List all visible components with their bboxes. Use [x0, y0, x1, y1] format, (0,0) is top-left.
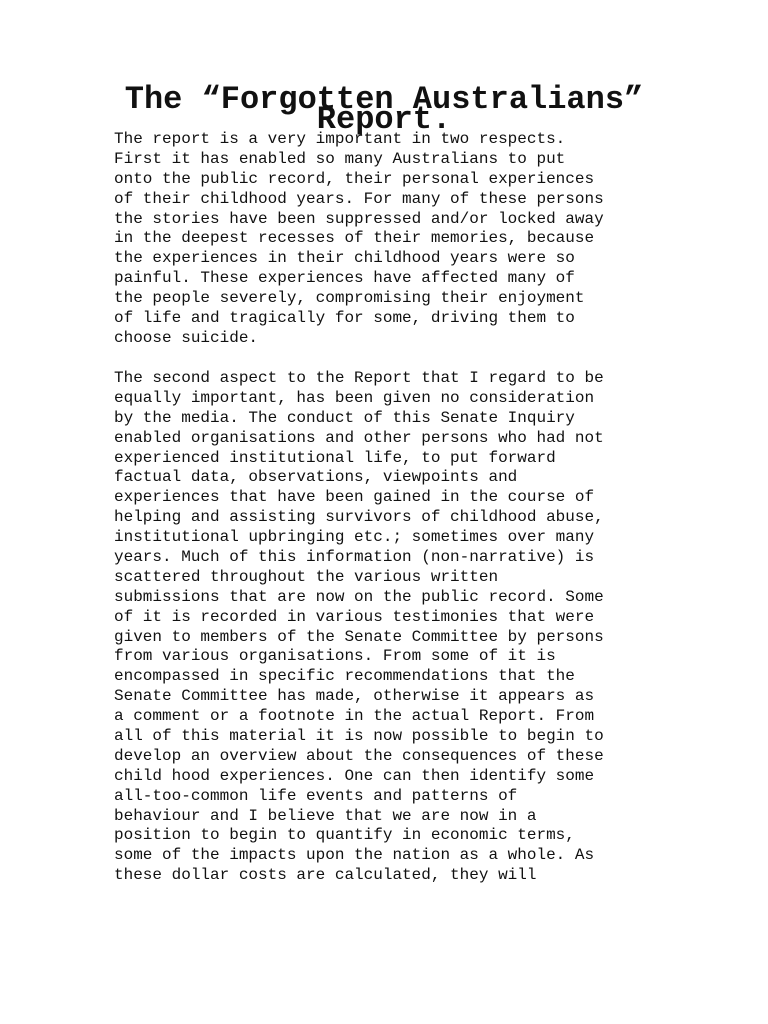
text-line: the experiences in their childhood years were so	[114, 249, 575, 268]
text-line: institutional upbringing etc.; sometimes over many	[114, 528, 595, 547]
text-line: The second aspect to the Report that I regard to be	[114, 369, 604, 387]
paragraph-1	[114, 130, 674, 349]
text-line: equally important, has been given no consideration	[114, 388, 595, 407]
text-line: Senate Committee has made, otherwise it appears as	[114, 687, 595, 706]
text-line: position to begin to quantify in economic terms,	[114, 826, 575, 845]
text-line: scattered throughout the various written	[114, 567, 499, 586]
text-line: all of this material it is now possible to begin to	[114, 727, 604, 746]
text-line: develop an overview about the consequences of these	[114, 746, 604, 765]
text-line: the people severely, compromising their enjoyment	[114, 289, 585, 308]
text-line: submissions that are now on the public record. Some	[114, 587, 604, 606]
text-line: experienced institutional life, to put forward	[114, 448, 556, 467]
text-line: these dollar costs are calculated, they will	[114, 866, 537, 885]
text-line: from various organisations. From some of it is	[114, 647, 556, 666]
text-line: helping and assisting survivors of childhood abuse,	[114, 508, 604, 527]
text-line: in the deepest recesses of their memories, because	[114, 229, 595, 248]
text-line: factual data, observations, viewpoints and	[114, 468, 518, 487]
text-line: by the media. The conduct of this Senate Inquiry	[114, 408, 575, 427]
text-line: enabled organisations and other persons who had not	[114, 428, 604, 447]
text-line: behaviour and I believe that we are now in a	[114, 806, 537, 825]
text-line: painful. These experiences have affected many of	[114, 269, 575, 288]
text-line: of life and tragically for some, driving them to	[114, 309, 575, 328]
text-line: child hood experiences. One can then identify some	[114, 766, 595, 785]
text-line: The report is a very important in two respects.	[114, 130, 566, 148]
paragraph-2	[114, 369, 674, 886]
text-line: experiences that have been gained in the course of	[114, 488, 595, 507]
text-line: of it is recorded in various testimonies that were	[114, 607, 595, 626]
text-line: given to members of the Senate Committee by persons	[114, 627, 604, 646]
text-line: the stories have been suppressed and/or locked away	[114, 209, 604, 228]
text-line: encompassed in specific recommendations that the	[114, 667, 575, 686]
text-line: onto the public record, their personal experiences	[114, 169, 595, 188]
text-line: choose suicide.	[114, 328, 259, 347]
text-line: years. Much of this information (non-narrative) is	[114, 548, 595, 567]
text-line: First it has enabled so many Australians to put	[114, 149, 566, 168]
text-line: all-too-common life events and patterns of	[114, 786, 518, 805]
text-line: some of the impacts upon the nation as a whole. As	[114, 846, 595, 865]
document-title: The “Forgotten Australians” Report.	[124, 81, 644, 138]
text-line: of their childhood years. For many of these persons	[114, 189, 604, 208]
text-line: a comment or a footnote in the actual Report. From	[114, 707, 595, 726]
